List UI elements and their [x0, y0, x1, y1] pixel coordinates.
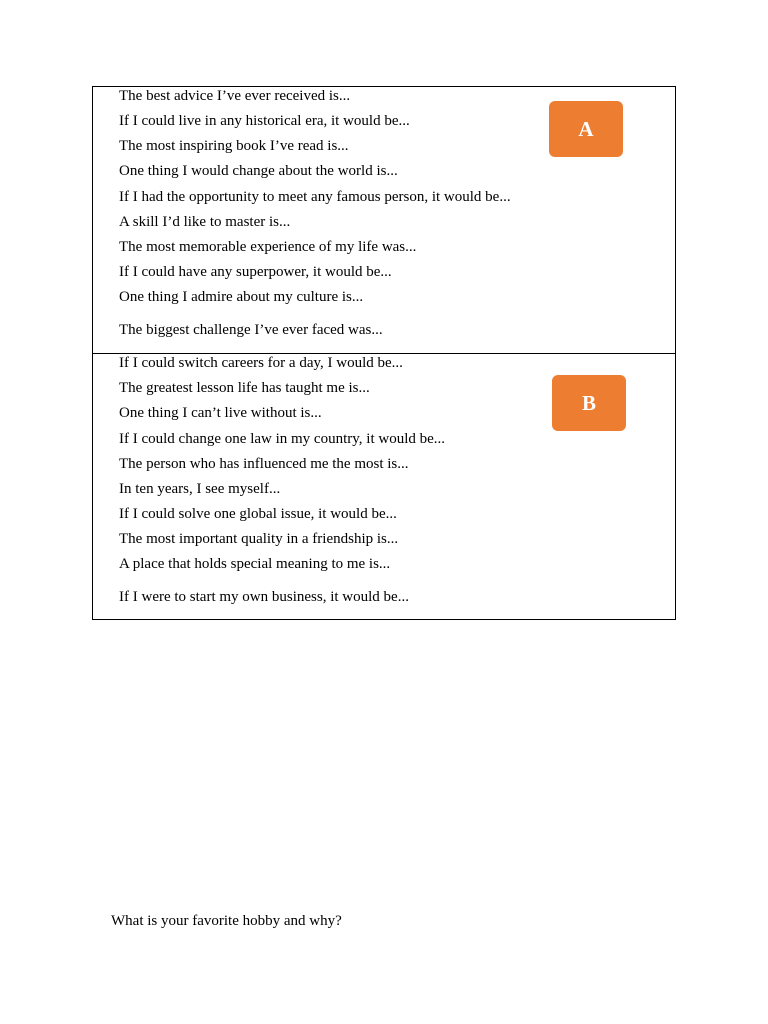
badge-a: A	[549, 101, 623, 157]
badge-b: B	[552, 375, 626, 431]
prompt-item: If I had the opportunity to meet any famous person, it would be...	[119, 189, 511, 205]
prompt-item: The best advice I’ve ever received is...	[119, 88, 351, 104]
prompt-item: A skill I’d like to master is...	[119, 214, 291, 230]
prompt-item: The person who has influenced me the most is...	[119, 456, 409, 472]
prompt-item: The most inspiring book I’ve read is...	[119, 138, 349, 154]
prompt-item: If I could solve one global issue, it would be...	[119, 506, 397, 522]
prompt-item: If I were to start my own business, it would be...	[119, 589, 409, 605]
bottom-question: What is your favorite hobby and why?	[111, 913, 342, 929]
prompt-item: The most important quality in a friendship is...	[119, 531, 399, 547]
section-a	[93, 87, 675, 354]
prompt-item: In ten years, I see myself...	[119, 481, 281, 497]
prompt-item: One thing I admire about my culture is...	[119, 289, 364, 305]
prompt-item: If I could live in any historical era, it would be...	[119, 113, 410, 129]
prompt-item: One thing I would change about the world is...	[119, 163, 398, 179]
prompt-item: If I could change one law in my country, it would be...	[119, 431, 446, 447]
prompt-item: The most memorable experience of my life was...	[119, 239, 417, 255]
prompt-item: If I could switch careers for a day, I would be...	[119, 355, 403, 371]
prompt-item: The biggest challenge I’ve ever faced was...	[119, 322, 383, 338]
section-b	[93, 354, 675, 620]
prompt-item: A place that holds special meaning to me is...	[119, 556, 391, 572]
prompt-item: If I could have any superpower, it would be...	[119, 264, 392, 280]
prompt-item: One thing I can’t live without is...	[119, 405, 322, 421]
prompt-table	[92, 86, 676, 620]
prompt-item: The greatest lesson life has taught me is...	[119, 380, 370, 396]
